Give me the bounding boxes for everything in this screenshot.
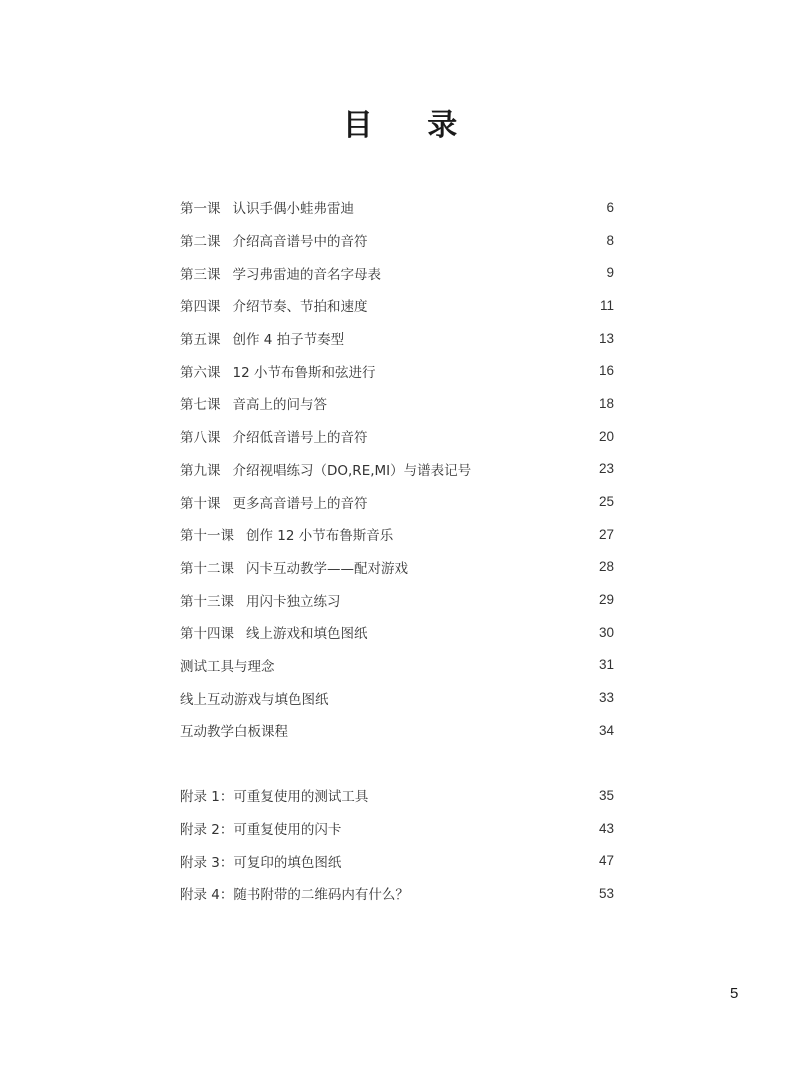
entry-prefix: 第七课 bbox=[180, 397, 221, 414]
entry-prefix: 第十一课 bbox=[180, 528, 234, 545]
entry-prefix: 第三课 bbox=[180, 266, 221, 283]
entry-title: 用闪卡独立练习 bbox=[246, 593, 341, 610]
entry-title: 附录 3：可复印的填色图纸 bbox=[180, 854, 342, 871]
toc-entry-13[interactable] bbox=[180, 583, 614, 616]
table-of-contents bbox=[180, 191, 614, 747]
appendix-entry-1[interactable] bbox=[180, 779, 614, 812]
toc-entry-4[interactable] bbox=[180, 289, 614, 322]
page-number: 5 bbox=[730, 985, 739, 1002]
entry-title: 更多高音谱号上的音符 bbox=[232, 495, 368, 512]
entry-page: 31 bbox=[598, 657, 614, 673]
toc-entry-12[interactable] bbox=[180, 551, 614, 584]
entry-page: 30 bbox=[598, 624, 614, 640]
appendix-list bbox=[180, 779, 614, 910]
entry-prefix: 第二课 bbox=[180, 234, 221, 251]
entry-page: 47 bbox=[598, 853, 614, 869]
entry-title: 介绍视唱练习（DO,RE,MI）与谱表记号 bbox=[232, 462, 472, 479]
entry-page: 6 bbox=[606, 199, 614, 215]
toc-entry-10[interactable] bbox=[180, 485, 614, 518]
entry-page: 29 bbox=[598, 592, 614, 608]
toc-entry-6[interactable] bbox=[180, 354, 614, 387]
toc-entry-16[interactable] bbox=[180, 681, 614, 714]
entry-title: 创作 4 拍子节奏型 bbox=[232, 332, 345, 349]
entry-title: 附录 1：可重复使用的测试工具 bbox=[180, 789, 369, 806]
appendix-entry-2[interactable] bbox=[180, 812, 614, 845]
toc-entry-3[interactable] bbox=[180, 256, 614, 289]
entry-page: 16 bbox=[598, 363, 614, 379]
toc-entry-11[interactable] bbox=[180, 518, 614, 551]
entry-page: 25 bbox=[598, 494, 614, 510]
entry-title: 测试工具与理念 bbox=[180, 658, 275, 675]
entry-prefix: 第八课 bbox=[180, 430, 221, 447]
appendix-entry-3[interactable] bbox=[180, 844, 614, 877]
entry-title: 介绍低音谱号上的音符 bbox=[232, 430, 368, 447]
entry-page: 23 bbox=[598, 461, 614, 477]
entry-title: 创作 12 小节布鲁斯音乐 bbox=[246, 528, 394, 545]
entry-prefix: 第五课 bbox=[180, 332, 221, 349]
entry-prefix: 第六课 bbox=[180, 364, 221, 381]
entry-page: 27 bbox=[598, 526, 614, 542]
entry-page: 11 bbox=[599, 297, 614, 313]
entry-title: 12 小节布鲁斯和弦进行 bbox=[232, 364, 376, 381]
toc-entry-1[interactable] bbox=[180, 191, 614, 224]
toc-entry-7[interactable] bbox=[180, 387, 614, 420]
entry-page: 13 bbox=[598, 330, 614, 346]
entry-page: 53 bbox=[598, 885, 614, 901]
entry-page: 28 bbox=[598, 559, 614, 575]
toc-entry-5[interactable] bbox=[180, 322, 614, 355]
entry-title: 互动教学白板课程 bbox=[180, 724, 288, 741]
entry-prefix: 第十课 bbox=[180, 495, 221, 512]
page-title: 目 录 bbox=[342, 108, 480, 143]
entry-title: 介绍节奏、节拍和速度 bbox=[232, 299, 368, 316]
appendix-entry-4[interactable] bbox=[180, 877, 614, 910]
entry-prefix: 第一课 bbox=[180, 201, 221, 218]
entry-page: 9 bbox=[606, 265, 614, 281]
entry-prefix: 第十三课 bbox=[180, 593, 234, 610]
entry-page: 35 bbox=[598, 787, 614, 803]
entry-page: 18 bbox=[598, 395, 614, 411]
entry-title: 学习弗雷迪的音名字母表 bbox=[232, 266, 381, 283]
toc-entry-2[interactable] bbox=[180, 224, 614, 257]
entry-title: 线上互动游戏与填色图纸 bbox=[180, 691, 329, 708]
toc-entry-9[interactable] bbox=[180, 453, 614, 486]
entry-prefix: 第九课 bbox=[180, 462, 221, 479]
entry-page: 20 bbox=[598, 428, 614, 444]
entry-title: 附录 4：随书附带的二维码内有什么？ bbox=[180, 887, 409, 904]
entry-page: 34 bbox=[598, 722, 614, 738]
entry-prefix: 第十四课 bbox=[180, 626, 234, 643]
entry-title: 闪卡互动教学——配对游戏 bbox=[246, 560, 408, 577]
entry-prefix: 第十二课 bbox=[180, 560, 234, 577]
entry-page: 33 bbox=[598, 690, 614, 706]
entry-title: 线上游戏和填色图纸 bbox=[246, 626, 368, 643]
entry-title: 音高上的问与答 bbox=[232, 397, 327, 414]
toc-entry-8[interactable] bbox=[180, 420, 614, 453]
entry-title: 认识手偶小蛙弗雷迪 bbox=[232, 201, 354, 218]
entry-title: 介绍高音谱号中的音符 bbox=[232, 234, 368, 251]
entry-page: 8 bbox=[606, 232, 614, 248]
entry-page: 43 bbox=[598, 820, 614, 836]
entry-title: 附录 2：可重复使用的闪卡 bbox=[180, 822, 342, 839]
entry-prefix: 第四课 bbox=[180, 299, 221, 316]
toc-entry-17[interactable] bbox=[180, 714, 614, 747]
toc-entry-14[interactable] bbox=[180, 616, 614, 649]
toc-entry-15[interactable] bbox=[180, 649, 614, 682]
